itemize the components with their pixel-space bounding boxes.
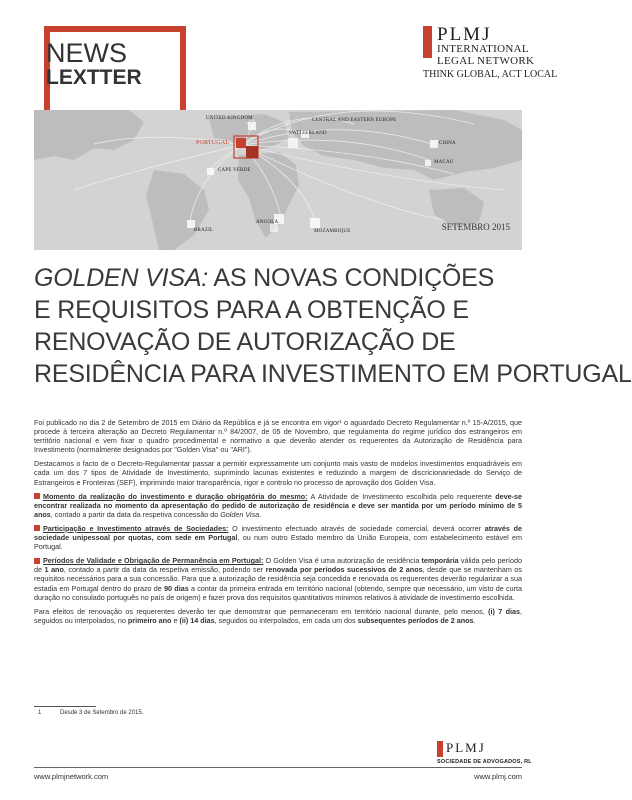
bullet-1-text-b: , contado a partir da data da respetiva concessão do: [50, 509, 221, 519]
logo-mark: [423, 26, 432, 58]
renewal-bold-1: (i) 7 dias: [488, 606, 520, 616]
bullet-1-text-a: A Atividade de Investimento escolhida pelo requerente: [307, 491, 496, 501]
map-label-angola: ANGOLA: [256, 220, 279, 225]
bullet-3-bold-3: renovada por períodos sucessivos de 2 anos: [265, 565, 423, 575]
logo-line-1: INTERNATIONAL: [437, 43, 529, 55]
renewal-bold-3: (ii) 14 dias: [179, 615, 215, 625]
bullet-square: [34, 493, 40, 499]
bullet-1-em: Golden Visa: [220, 509, 260, 519]
map-label-macau: MACAU: [434, 160, 454, 165]
title-line-2: E REQUISITOS PARA A OBTENÇÃO E: [34, 296, 469, 324]
bullet-square: [34, 558, 40, 564]
footnote-rule: [34, 706, 96, 707]
footer-link-plmj[interactable]: www.plmj.com: [474, 772, 522, 781]
bullet-2-text-b: , ou num outro Estado membro da União Europeia, com estabelecimento estável em Portugal.: [34, 533, 522, 552]
paragraph-renewal: [34, 607, 522, 625]
footnote-text: Desde 3 de Setembro de 2015.: [60, 710, 144, 716]
renewal-bold-2: primeiro ano: [127, 615, 172, 625]
map-label-brazil: BRAZIL: [194, 228, 214, 233]
bullet-1-bold: deve-se encontrar realizada no momento da apresentação do pedido de autorização de residência e deve ser mantida por um período mínimo de 5 anos: [34, 491, 522, 519]
bullet-3-bold-1: temporária: [421, 556, 459, 566]
map-label-central-europe: CENTRAL AND EASTERN EUROPE: [312, 118, 397, 123]
map-label-mozambique: MOZAMBIQUE: [314, 229, 351, 234]
renewal-bold-4: subsequentes períodos de 2 anos: [357, 615, 474, 625]
bullet-square: [34, 525, 40, 531]
masthead-news: NEWS: [46, 38, 127, 68]
bullet-3-bold-4: 90 dias: [164, 583, 189, 593]
footer-logo-sub: SOCIEDADE DE ADVOGADOS, RL: [437, 759, 532, 765]
bullet-validity: [34, 556, 522, 601]
logo-title: PLMJ: [437, 24, 492, 45]
footer-logo-title: PLMJ: [446, 740, 486, 755]
logo-tagline: THINK GLOBAL, ACT LOCAL: [423, 69, 558, 80]
map-label-cape-verde: CAPE VERDE: [218, 168, 251, 173]
title-em: GOLDEN VISA:: [34, 264, 209, 292]
paragraph-intro: Foi publicado no dia 2 de Setembro de 2015 em Diário da República e já se encontra em vigor¹ o aguardado Decreto Regulamentar n.º 15-A/2015, que procede à terceira alteração ao Decreto Regulamentar n.º 84/2007, de 05 de Novembro, que regulamenta do regime jurídico dos estrangeiros em território nacional e vem fixar o quadro procedimental e normativo a que deverão atender os requerentes da Autorização de Residência para Investimento (normalmente designados por "Golden Visa" ou "ARI").: [34, 418, 522, 455]
renewal-text-c: e: [171, 615, 180, 625]
bullet-1-heading: Momento da realização do investimento e duração obrigatória do mesmo:: [43, 491, 308, 501]
map-label-portugal: PORTUGAL: [196, 140, 230, 146]
masthead-lextter: LEXTTER: [46, 66, 142, 89]
logo-line-2: LEGAL NETWORK: [437, 55, 535, 67]
map-label-switzerland: SWITZERLAND: [289, 131, 327, 136]
bullet-investment-timing: [34, 492, 522, 519]
title-line-1: [34, 262, 534, 294]
title-line-4: RESIDÊNCIA PARA INVESTIMENTO EM PORTUGAL: [34, 360, 632, 388]
title-line-3: RENOVAÇÃO DE AUTORIZAÇÃO DE: [34, 328, 456, 356]
renewal-text-a: Para efeitos de renovação os requerentes deverão ter que demonstrar que permaneceram em território nacional durante, pelo menos,: [34, 606, 489, 616]
bullet-3-text-a: O Golden Visa é uma autorização de residência: [263, 556, 422, 566]
bullet-companies: [34, 524, 522, 551]
bullet-3-text-d: , desde que se mantenham os requisitos necessários para a sua concessão. Para que a autorização de residência seja concedida e renovada os requerentes deverão regularizar a sua estadia em Portugal dentro do prazo de: [34, 565, 522, 593]
map-label-uk: UNITED KINGDOM: [206, 116, 253, 121]
footnote-number: 1: [38, 710, 42, 716]
renewal-text-e: .: [473, 615, 476, 625]
paragraph-highlight: Destacamos o facto de o Decreto-Regulamentar passar a permitir expressamente um conjunto mais vasto de modelos investimentos enquadráveis em cada um dos 7 tipos de Atividade de Investimento, suprimindo lacunas existentes e reduzindo a margem de discricionariedade do Serviço de Estrangeiros e Fronteiras (SEF), imprimindo maior transparência, rigor e controlo no processo de aprovação dos Golden Visa.: [34, 459, 522, 487]
bullet-2-text-a: O investimento efectuado através de sociedade comercial, deverá ocorrer: [228, 523, 485, 533]
footer-link-network[interactable]: www.plmjnetwork.com: [34, 772, 109, 781]
bullet-3-text-e: a contar da primeira entrada em território nacional (obtendo, sempre que necessário, um visto de curta duração no consulado português no país de origem) e fazer prova dos requisitos quantitativos mínimos relativos à atividade de investimento escolhida.: [34, 583, 523, 602]
bullet-3-text-b: válida pelo período de: [34, 556, 522, 575]
issue-date: SETEMBRO 2015: [441, 222, 510, 232]
renewal-text-b: , seguidos ou interpolados, no: [34, 606, 522, 625]
title-line-1-rest: AS NOVAS CONDIÇÕES: [208, 264, 495, 292]
article-title: [34, 262, 632, 390]
article-body: [34, 418, 522, 630]
renewal-text-d: , seguidos ou interpolados, em cada um dos: [214, 615, 358, 625]
bullet-3-heading: Períodos de Validade e Obrigação de Permanência em Portugal:: [43, 556, 264, 566]
bullet-2-bold: através de sociedade unipessoal por quotas, com sede em Portugal: [34, 523, 523, 543]
bullet-1-text-c: .: [259, 509, 262, 519]
footer-logo-mark: [437, 741, 443, 757]
footer-rule: [34, 767, 522, 768]
bullet-3-bold-2: 1 ano: [44, 565, 64, 575]
bullet-3-text-c: , contado a partir da data da respetiva emissão, podendo ser: [63, 565, 266, 575]
map-label-china: CHINA: [439, 141, 456, 146]
bullet-2-heading: Participação e Investimento através de Sociedades:: [43, 523, 229, 533]
world-map: [34, 110, 522, 250]
